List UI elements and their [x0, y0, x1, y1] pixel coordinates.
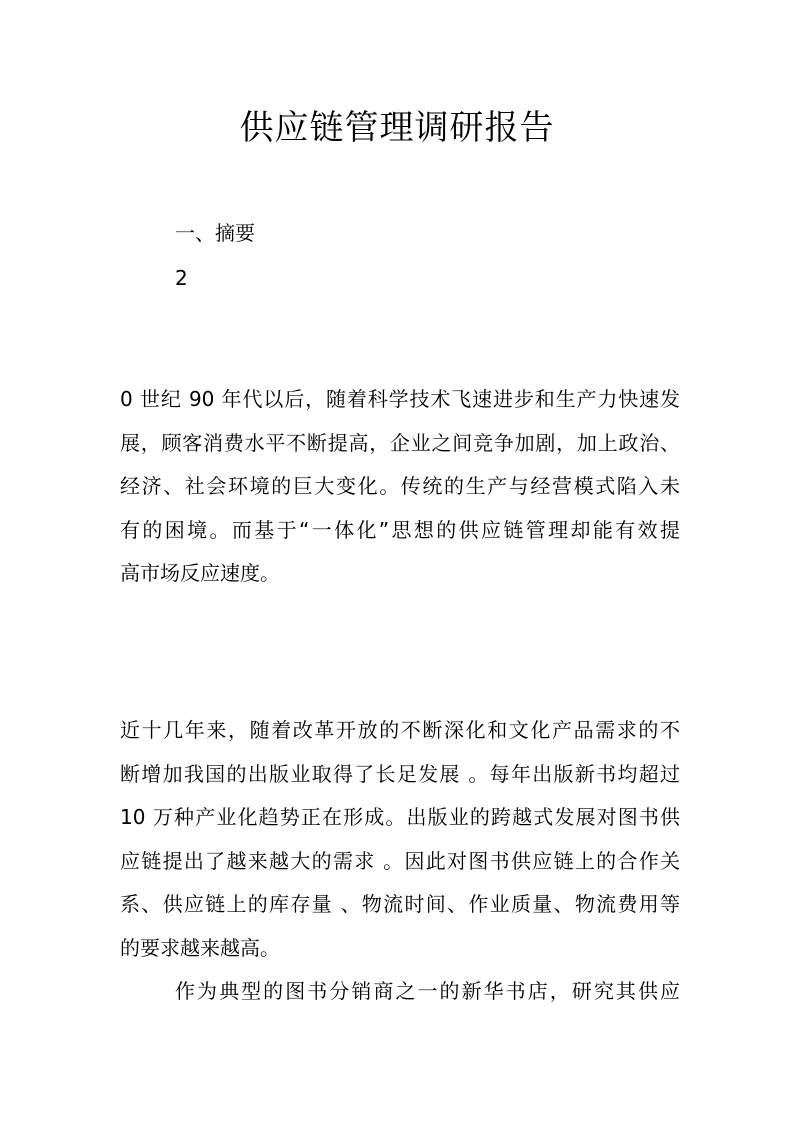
paragraph-1 [120, 385, 680, 603]
paragraph-line: 应链提出了越来越大的需求 。因此对图书供应链上的合作关 [120, 848, 680, 873]
paragraph-line: 有的困境。而基于“一体化”思想的供应链管理却能有效提 [120, 517, 680, 542]
paragraph-line: 作为典型的图书分销商之一的新华书店，研究其供应 [175, 979, 680, 1003]
paragraph-line: 展，顾客消费水平不断提高，企业之间竞争加剧，加上政治、 [120, 430, 680, 455]
section-marker: 2 [175, 266, 188, 290]
document-title: 供应链管理调研报告 [239, 108, 555, 148]
paragraph-line: 10 万种产业化趋势正在形成。出版业的跨越式发展对图书供 [120, 805, 680, 829]
paragraph-line: 系、供应链上的库存量 、物流时间、作业质量、物流费用等 [120, 892, 680, 916]
paragraph-line: 高市场反应速度。 [120, 561, 280, 585]
paragraph-line: 断增加我国的出版业取得了长足发展 。每年出版新书均超过 [120, 761, 680, 786]
paragraph-line: 的要求越来越高。 [120, 935, 280, 960]
section-heading: 一、摘要 [175, 221, 255, 245]
paragraph-line: 经济、社会环境的巨大变化。传统的生产与经营模式陷入未 [120, 474, 680, 498]
paragraph-line: 0 世纪 90 年代以后，随着科学技术飞速进步和生产力快速发 [120, 387, 680, 411]
paragraph-line: 近十几年来，随着改革开放的不断深化和文化产品需求的不 [120, 718, 680, 742]
paragraph-2 [120, 716, 680, 1021]
